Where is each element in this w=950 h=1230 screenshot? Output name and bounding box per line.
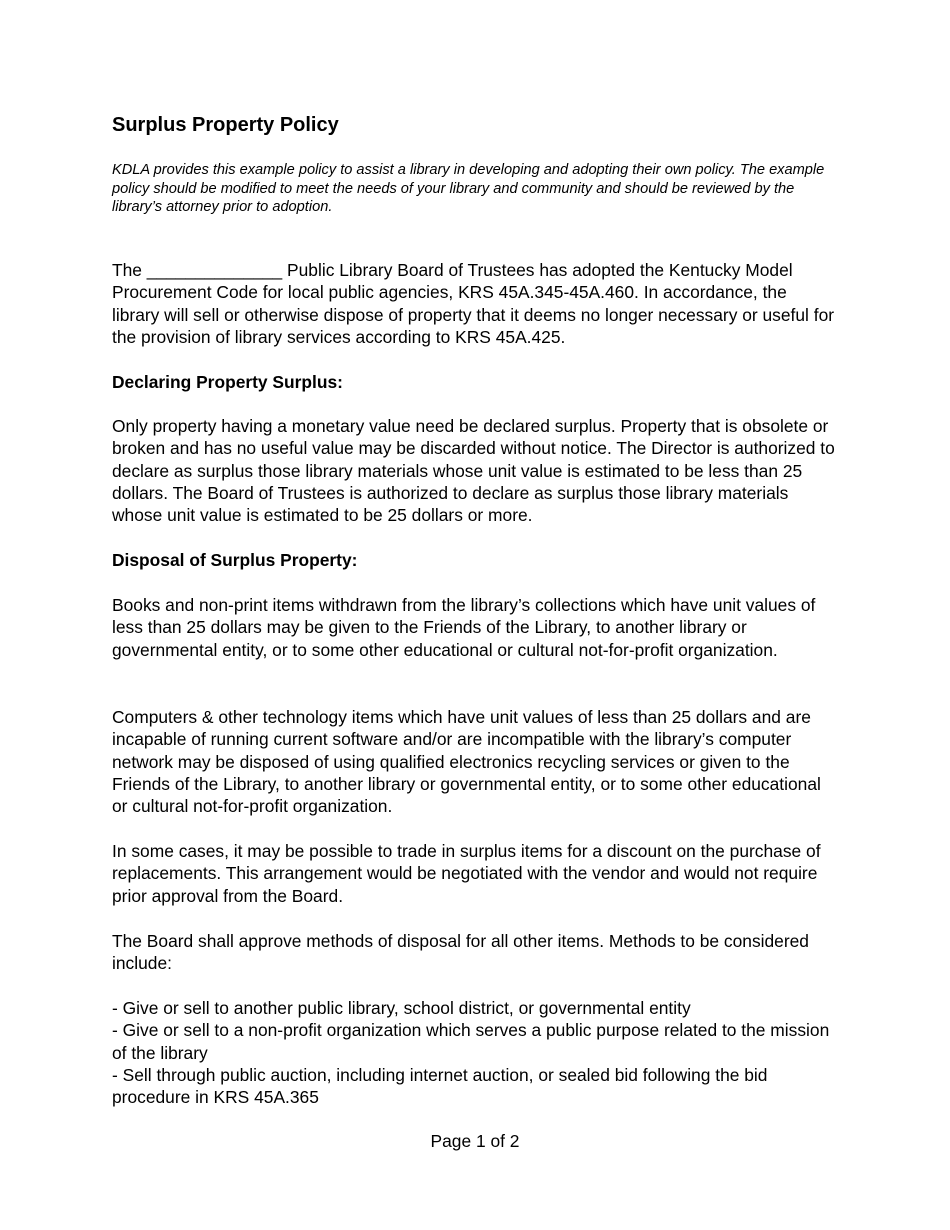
intro-paragraph: The ______________ Public Library Board of Trustees has adopted the Kentucky Model Procurement Code for local public agencies, KRS 45A.345-45A.460. In accordance, the library will sell or otherwise dispose of property that it deems no longer necessary or useful for the provision of library services according to KRS 45A.425. — [112, 260, 835, 347]
section-heading-declaring: Declaring Property Surplus: — [112, 372, 343, 392]
list-item: - Give or sell to a non-profit organization which serves a public purpose related to the mission of the library — [112, 1020, 830, 1063]
disposal-paragraph-books: Books and non-print items withdrawn from the library’s collections which have unit values of less than 25 dollars may be given to the Friends of the Library, to another library or governmental entity, or to some other educational or cultural not-for-profit organization. — [112, 595, 816, 660]
disposal-paragraph-board: The Board shall approve methods of disposal for all other items. Methods to be considered include: — [112, 931, 809, 974]
section-heading-disposal: Disposal of Surplus Property: — [112, 550, 358, 570]
disclaimer-note: KDLA provides this example policy to assist a library in developing and adopting their own policy. The example policy should be modified to meet the needs of your library and community and should be reviewed by the library’s attorney prior to adoption. — [112, 162, 825, 215]
list-item: - Give or sell to another public library, school district, or governmental entity — [112, 998, 691, 1018]
disposal-methods-list — [112, 997, 836, 1108]
disposal-paragraph-computers: Computers & other technology items which have unit values of less than 25 dollars and are incapable of running current software and/or are incompatible with the library’s computer network may be disposed of using qualified electronics recycling services or given to the Friends of the Library, to another library or governmental entity, or to some other educational or cultural not-for-profit organization. — [112, 707, 821, 817]
disposal-paragraph-trade-in: In some cases, it may be possible to trade in surplus items for a discount on the purchase of replacements. This arrangement would be negotiated with the vendor and would not require prior approval from the Board. — [112, 841, 821, 906]
list-item: - Sell through public auction, including internet auction, or sealed bid following the bid procedure in KRS 45A.365 — [112, 1064, 768, 1108]
declaring-paragraph: Only property having a monetary value need be declared surplus. Property that is obsolete or broken and has no useful value may be discarded without notice. The Director is authorized to declare as surplus those library materials whose unit value is estimated to be less than 25 dollars. The Board of Trustees is authorized to declare as surplus those library materials whose unit value is estimated to be 25 dollars or more. — [112, 416, 835, 526]
page-number: Page 1 of 2 — [430, 1131, 520, 1151]
page-title: Surplus Property Policy — [112, 114, 339, 136]
